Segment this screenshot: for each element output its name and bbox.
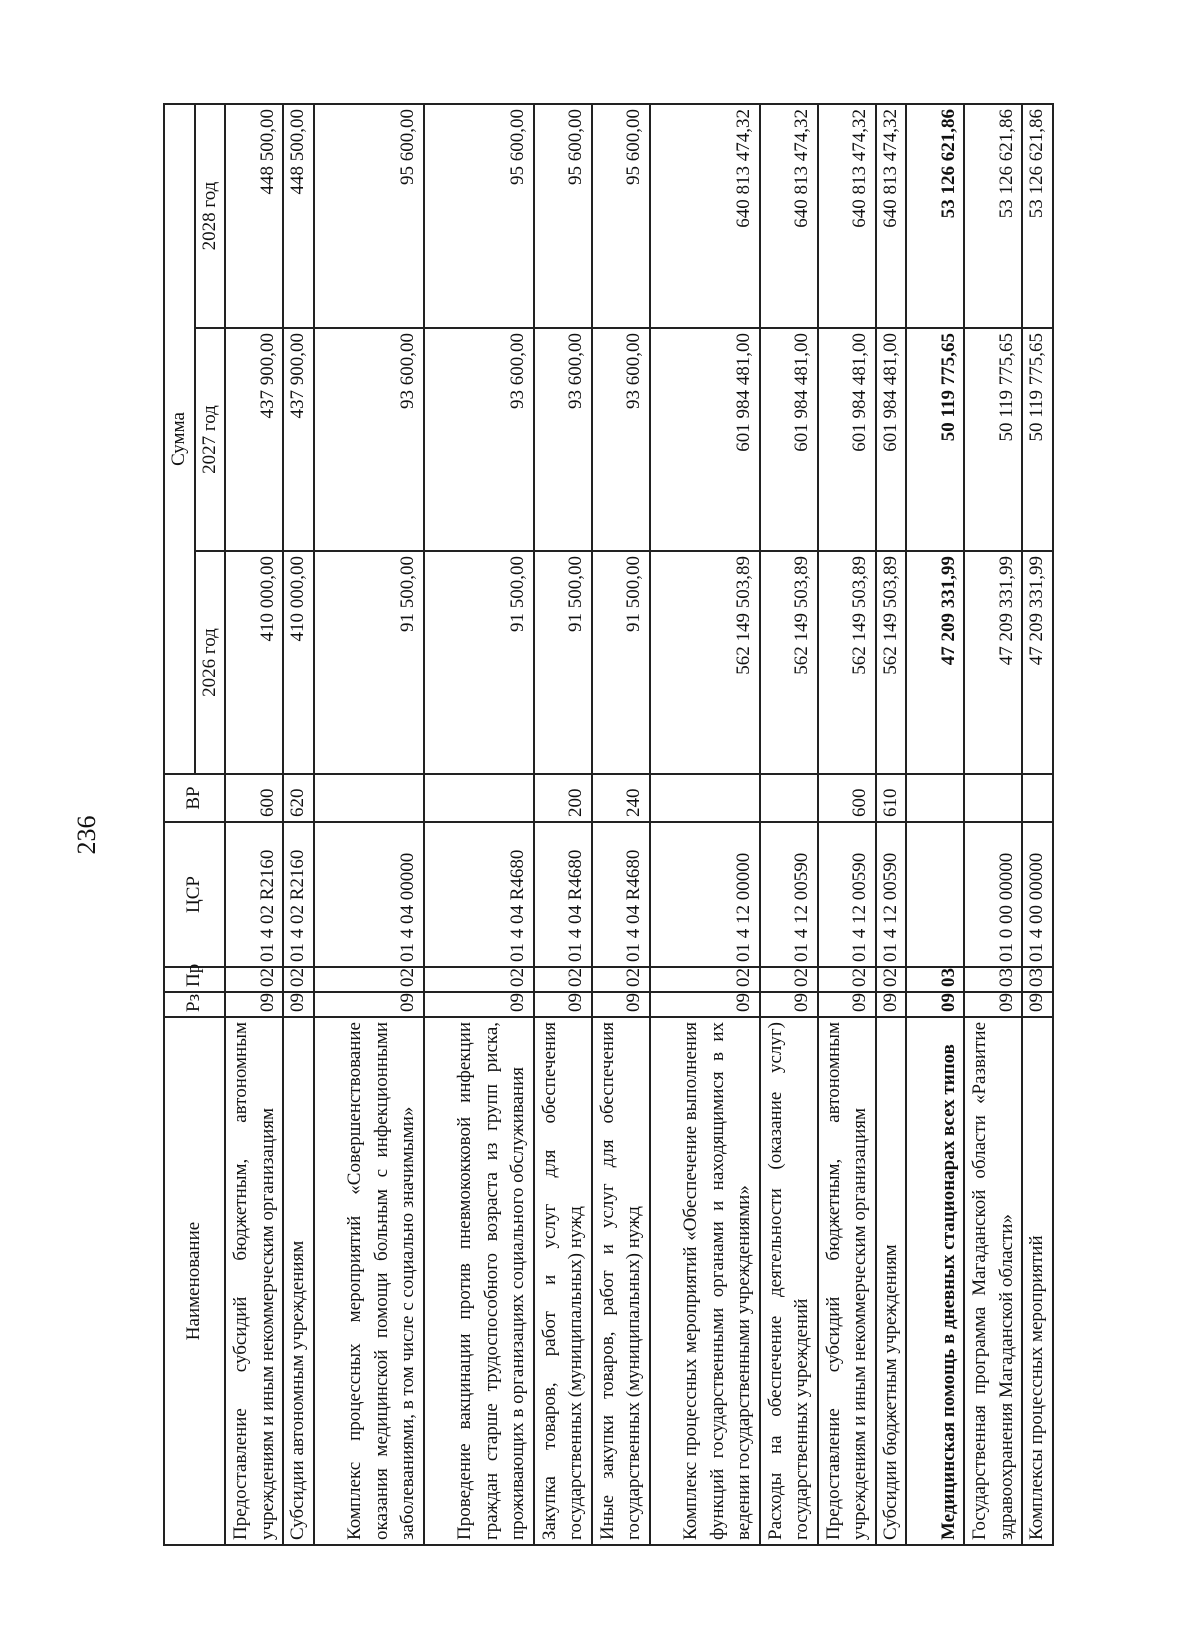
row-sum-2028: 640 813 474,32 — [876, 104, 907, 328]
col-header-rz: Рз — [164, 992, 225, 1017]
row-sum-2028: 95 600,00 — [534, 104, 592, 328]
col-header-vr: ВР — [164, 774, 225, 822]
row-rz: 09 — [592, 992, 650, 1017]
row-sum-2028: 53 126 621,86 — [1022, 104, 1053, 328]
row-csr: 01 4 02 R2160 — [283, 822, 314, 967]
row-rz: 09 — [818, 992, 876, 1017]
row-sum-2026: 562 149 503,89 — [650, 551, 760, 774]
row-sum-2026: 91 500,00 — [314, 551, 424, 774]
row-vr: 600 — [225, 774, 283, 822]
row-sum-2027: 93 600,00 — [314, 328, 424, 551]
col-header-pr: Пр — [164, 967, 225, 992]
table-row — [818, 104, 876, 1545]
row-name: Проведение вакцинации против пневмококковой инфекции граждан старше трудоспособного возраста из групп риска, проживающих в организациях социального обслуживания — [424, 1017, 534, 1545]
row-sum-2028: 95 600,00 — [592, 104, 650, 328]
row-sum-2027: 437 900,00 — [283, 328, 314, 551]
row-vr — [906, 774, 964, 822]
table-row — [225, 104, 283, 1545]
row-name: Предоставление субсидий бюджетным, автономным учреждениям и иным некоммерческим организациям — [225, 1017, 283, 1545]
row-name: Комплекс процессных мероприятий «Обеспечение выполнения функций государственными органами и находящимися в их ведении государственными учреждениями» — [650, 1017, 760, 1545]
row-pr: 02 — [650, 967, 760, 992]
row-pr: 02 — [592, 967, 650, 992]
row-vr: 600 — [818, 774, 876, 822]
row-sum-2027: 601 984 481,00 — [876, 328, 907, 551]
row-sum-2028: 640 813 474,32 — [650, 104, 760, 328]
table-row — [760, 104, 818, 1545]
col-header-csr: ЦСР — [164, 822, 225, 967]
row-csr — [906, 822, 964, 967]
row-csr: 01 4 12 00590 — [818, 822, 876, 967]
table-row — [876, 104, 907, 1545]
table-row — [964, 104, 1022, 1545]
row-pr: 02 — [225, 967, 283, 992]
row-pr: 02 — [760, 967, 818, 992]
row-sum-2026: 91 500,00 — [534, 551, 592, 774]
row-sum-2027: 601 984 481,00 — [650, 328, 760, 551]
row-pr: 02 — [534, 967, 592, 992]
row-sum-2026: 562 149 503,89 — [760, 551, 818, 774]
row-pr: 02 — [424, 967, 534, 992]
row-name: Расходы на обеспечение деятельности (оказание услуг) государственных учреждений — [760, 1017, 818, 1545]
row-sum-2028: 640 813 474,32 — [818, 104, 876, 328]
row-csr: 01 4 02 R2160 — [225, 822, 283, 967]
col-header-2026: 2026 год — [195, 551, 226, 774]
row-sum-2028: 448 500,00 — [283, 104, 314, 328]
row-csr: 01 4 04 00000 — [314, 822, 424, 967]
row-rz: 09 — [876, 992, 907, 1017]
col-header-name: Наименование — [164, 1017, 225, 1545]
row-name: Субсидии бюджетным учреждениям — [876, 1017, 907, 1545]
table-row — [1022, 104, 1053, 1545]
row-name: Комплексы процессных мероприятий — [1022, 1017, 1053, 1545]
row-csr: 01 4 00 00000 — [1022, 822, 1053, 967]
row-sum-2027: 93 600,00 — [592, 328, 650, 551]
row-csr: 01 4 12 00590 — [876, 822, 907, 967]
row-sum-2028: 95 600,00 — [424, 104, 534, 328]
table-row — [534, 104, 592, 1545]
row-sum-2026: 47 209 331,99 — [1022, 551, 1053, 774]
table-row — [592, 104, 650, 1545]
row-name: Субсидии автономным учреждениям — [283, 1017, 314, 1545]
row-name: Закупка товаров, работ и услуг для обеспечения государственных (муниципальных) нужд — [534, 1017, 592, 1545]
row-sum-2026: 47 209 331,99 — [906, 551, 964, 774]
row-sum-2027: 50 119 775,65 — [906, 328, 964, 551]
col-header-2027: 2027 год — [195, 328, 226, 551]
col-header-sum: Сумма — [164, 104, 195, 774]
row-csr: 01 4 04 R4680 — [534, 822, 592, 967]
row-name: Иные закупки товаров, работ и услуг для обеспечения государственных (муниципальных) нужд — [592, 1017, 650, 1545]
row-vr — [650, 774, 760, 822]
row-vr — [424, 774, 534, 822]
row-sum-2027: 50 119 775,65 — [1022, 328, 1053, 551]
page-number: 236 — [72, 815, 101, 855]
table-row — [283, 104, 314, 1545]
row-rz: 09 — [964, 992, 1022, 1017]
row-csr: 01 4 12 00000 — [650, 822, 760, 967]
row-pr: 02 — [314, 967, 424, 992]
row-csr: 01 0 00 00000 — [964, 822, 1022, 967]
row-sum-2026: 562 149 503,89 — [876, 551, 907, 774]
row-vr — [1022, 774, 1053, 822]
row-rz: 09 — [534, 992, 592, 1017]
row-sum-2027: 437 900,00 — [225, 328, 283, 551]
row-csr: 01 4 12 00590 — [760, 822, 818, 967]
row-sum-2026: 47 209 331,99 — [964, 551, 1022, 774]
row-vr — [760, 774, 818, 822]
row-pr: 03 — [1022, 967, 1053, 992]
row-sum-2027: 601 984 481,00 — [818, 328, 876, 551]
row-rz: 09 — [1022, 992, 1053, 1017]
row-pr: 02 — [876, 967, 907, 992]
row-name: Комплекс процессных мероприятий «Совершенствование оказания медицинской помощи больным с инфекционными заболеваниями, в том числе с социально значимыми» — [314, 1017, 424, 1545]
row-sum-2026: 410 000,00 — [283, 551, 314, 774]
row-pr: 02 — [818, 967, 876, 992]
row-sum-2027: 601 984 481,00 — [760, 328, 818, 551]
row-vr: 240 — [592, 774, 650, 822]
table-row — [650, 104, 760, 1545]
row-rz: 09 — [314, 992, 424, 1017]
row-csr: 01 4 04 R4680 — [424, 822, 534, 967]
row-sum-2028: 95 600,00 — [314, 104, 424, 328]
row-name: Государственная программа Магаданской области «Развитие здравоохранения Магаданской области» — [964, 1017, 1022, 1545]
row-vr: 620 — [283, 774, 314, 822]
table-row — [314, 104, 424, 1545]
table-row — [424, 104, 534, 1545]
row-rz: 09 — [225, 992, 283, 1017]
row-pr: 03 — [906, 967, 964, 992]
col-header-2028: 2028 год — [195, 104, 226, 328]
row-sum-2026: 410 000,00 — [225, 551, 283, 774]
row-sum-2027: 93 600,00 — [424, 328, 534, 551]
row-pr: 02 — [283, 967, 314, 992]
row-rz: 09 — [424, 992, 534, 1017]
table-row-section-total — [906, 104, 964, 1545]
row-rz: 09 — [760, 992, 818, 1017]
budget-table — [163, 103, 1054, 1546]
row-sum-2028: 53 126 621,86 — [906, 104, 964, 328]
row-rz: 09 — [906, 992, 964, 1017]
row-sum-2026: 91 500,00 — [424, 551, 534, 774]
row-sum-2028: 53 126 621,86 — [964, 104, 1022, 328]
row-vr — [314, 774, 424, 822]
row-sum-2027: 50 119 775,65 — [964, 328, 1022, 551]
row-sum-2028: 448 500,00 — [225, 104, 283, 328]
row-csr: 01 4 04 R4680 — [592, 822, 650, 967]
row-vr: 200 — [534, 774, 592, 822]
row-sum-2026: 91 500,00 — [592, 551, 650, 774]
row-pr: 03 — [964, 967, 1022, 992]
row-vr: 610 — [876, 774, 907, 822]
row-sum-2026: 562 149 503,89 — [818, 551, 876, 774]
row-name: Медицинская помощь в дневных стационарах всех типов — [906, 1017, 964, 1545]
row-rz: 09 — [283, 992, 314, 1017]
row-rz: 09 — [650, 992, 760, 1017]
row-name: Предоставление субсидий бюджетным, автономным учреждениям и иным некоммерческим организациям — [818, 1017, 876, 1545]
row-sum-2028: 640 813 474,32 — [760, 104, 818, 328]
row-sum-2027: 93 600,00 — [534, 328, 592, 551]
rotated-table-wrapper — [163, 105, 1047, 1546]
row-vr — [964, 774, 1022, 822]
